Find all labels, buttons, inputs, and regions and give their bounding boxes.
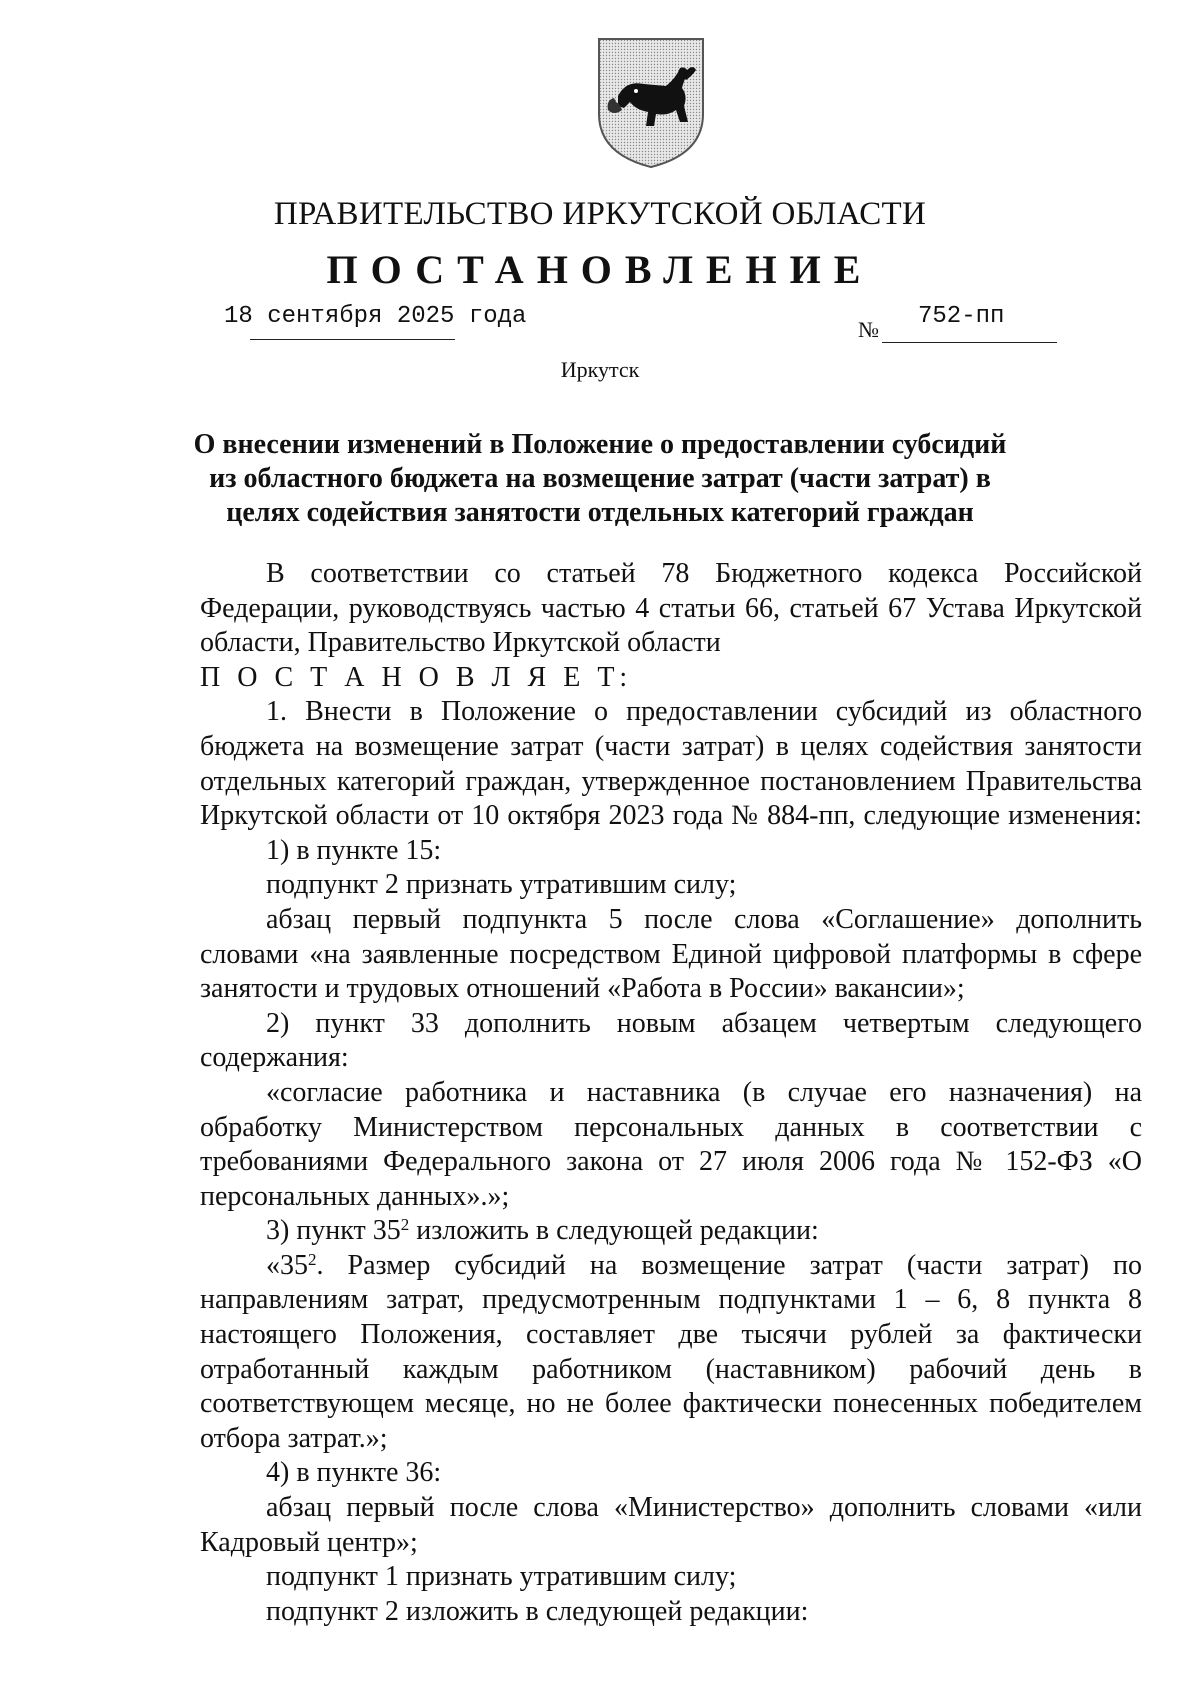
body-line: абзац первый после слова «Министерство» дополнить словами «или — [266, 1492, 1142, 1524]
number-label: № — [858, 317, 879, 342]
body-line: содержания: — [200, 1042, 349, 1074]
resolves-heading: П О С Т А Н О В Л Я Е Т: — [200, 661, 633, 693]
body-line-part: . Размер субсидий на возмещение затрат (части затрат) по — [316, 1249, 1142, 1281]
superscript: 2 — [308, 1249, 317, 1269]
body-line: обработку Министерством персональных данных в соответствии с — [200, 1111, 1142, 1143]
body-line: требованиями Федерального закона от 27 июля 2006 года № 152-ФЗ «О — [200, 1146, 1142, 1178]
body-line: Федерации, руководствуясь частью 4 статьи 66, статьей 67 Устава Иркутской — [200, 592, 1142, 624]
body-line: 1. Внести в Положение о предоставлении субсидий из областного — [266, 696, 1142, 728]
date-underline — [250, 339, 455, 340]
body-line-part: «35 — [266, 1249, 308, 1281]
document-body — [200, 557, 1142, 1629]
body-line-part: 3) пункт 35 — [266, 1215, 401, 1247]
body-line — [200, 1214, 1142, 1249]
body-line: 4) в пункте 36: — [266, 1457, 442, 1489]
body-line: персональных данных».»; — [200, 1180, 510, 1212]
body-line: 1) в пункте 15: — [266, 834, 442, 866]
body-line: настоящего Положения, составляет две тысячи рублей за фактически — [200, 1319, 1142, 1351]
irkutsk-coat-of-arms-icon — [596, 36, 706, 170]
body-line: занятости и трудовых отношений «Работа в России» вакансии»; — [200, 973, 965, 1005]
document-city: Иркутск — [560, 357, 640, 382]
body-line: отдельных категорий граждан, утвержденное постановлением Правительства — [200, 765, 1142, 797]
body-line: отбора затрат.»; — [200, 1422, 388, 1454]
body-line: подпункт 2 признать утратившим силу; — [266, 869, 737, 901]
government-name: ПРАВИТЕЛЬСТВО ИРКУТСКОЙ ОБЛАСТИ — [273, 196, 927, 232]
body-line: соответствующем месяце, но не более фактически понесенных победителем — [200, 1388, 1142, 1420]
body-line: бюджета на возмещение затрат (части затрат) в целях содействия занятости — [200, 730, 1142, 762]
body-line: «согласие работника и наставника (в случае его назначения) на — [266, 1076, 1142, 1108]
body-line: В соответствии со статьей 78 Бюджетного кодекса Российской — [266, 558, 1142, 589]
document-title: О внесении изменений в Положение о предоставлении субсидий из областного бюджета на возмещение затрат (части затрат) в целях содействия занятости отдельных категорий граждан — [193, 429, 1007, 528]
body-line — [200, 1249, 1142, 1284]
body-line-part: изложить в следующей редакции: — [416, 1215, 819, 1247]
body-line: подпункт 1 признать утратившим силу; — [266, 1561, 737, 1593]
number-underline — [882, 342, 1057, 343]
document-date: 18 сентября 2025 года — [224, 303, 527, 330]
body-line: подпункт 2 изложить в следующей редакции: — [266, 1595, 809, 1627]
superscript: 2 — [400, 1215, 410, 1235]
body-line: абзац первый подпункта 5 после слова «Соглашение» дополнить — [266, 903, 1142, 935]
body-line: отработанный каждым работником (наставником) рабочий день в — [200, 1353, 1142, 1385]
body-line: Кадровый центр»; — [200, 1526, 418, 1558]
body-line: области, Правительство Иркутской области — [200, 627, 721, 659]
body-line: Иркутской области от 10 октября 2023 года № 884-пп, следующие изменения: — [200, 800, 1142, 832]
document-type: ПОСТАНОВЛЕНИЕ — [326, 247, 874, 292]
body-line: 2) пункт 33 дополнить новым абзацем четвертым следующего — [266, 1007, 1142, 1039]
body-line: словами «на заявленные посредством Единой цифровой платформы в сфере — [200, 938, 1142, 970]
body-line: направлениям затрат, предусмотренным подпунктами 1 – 6, 8 пункта 8 — [200, 1284, 1142, 1316]
document-number: 752-пп — [918, 303, 1005, 330]
